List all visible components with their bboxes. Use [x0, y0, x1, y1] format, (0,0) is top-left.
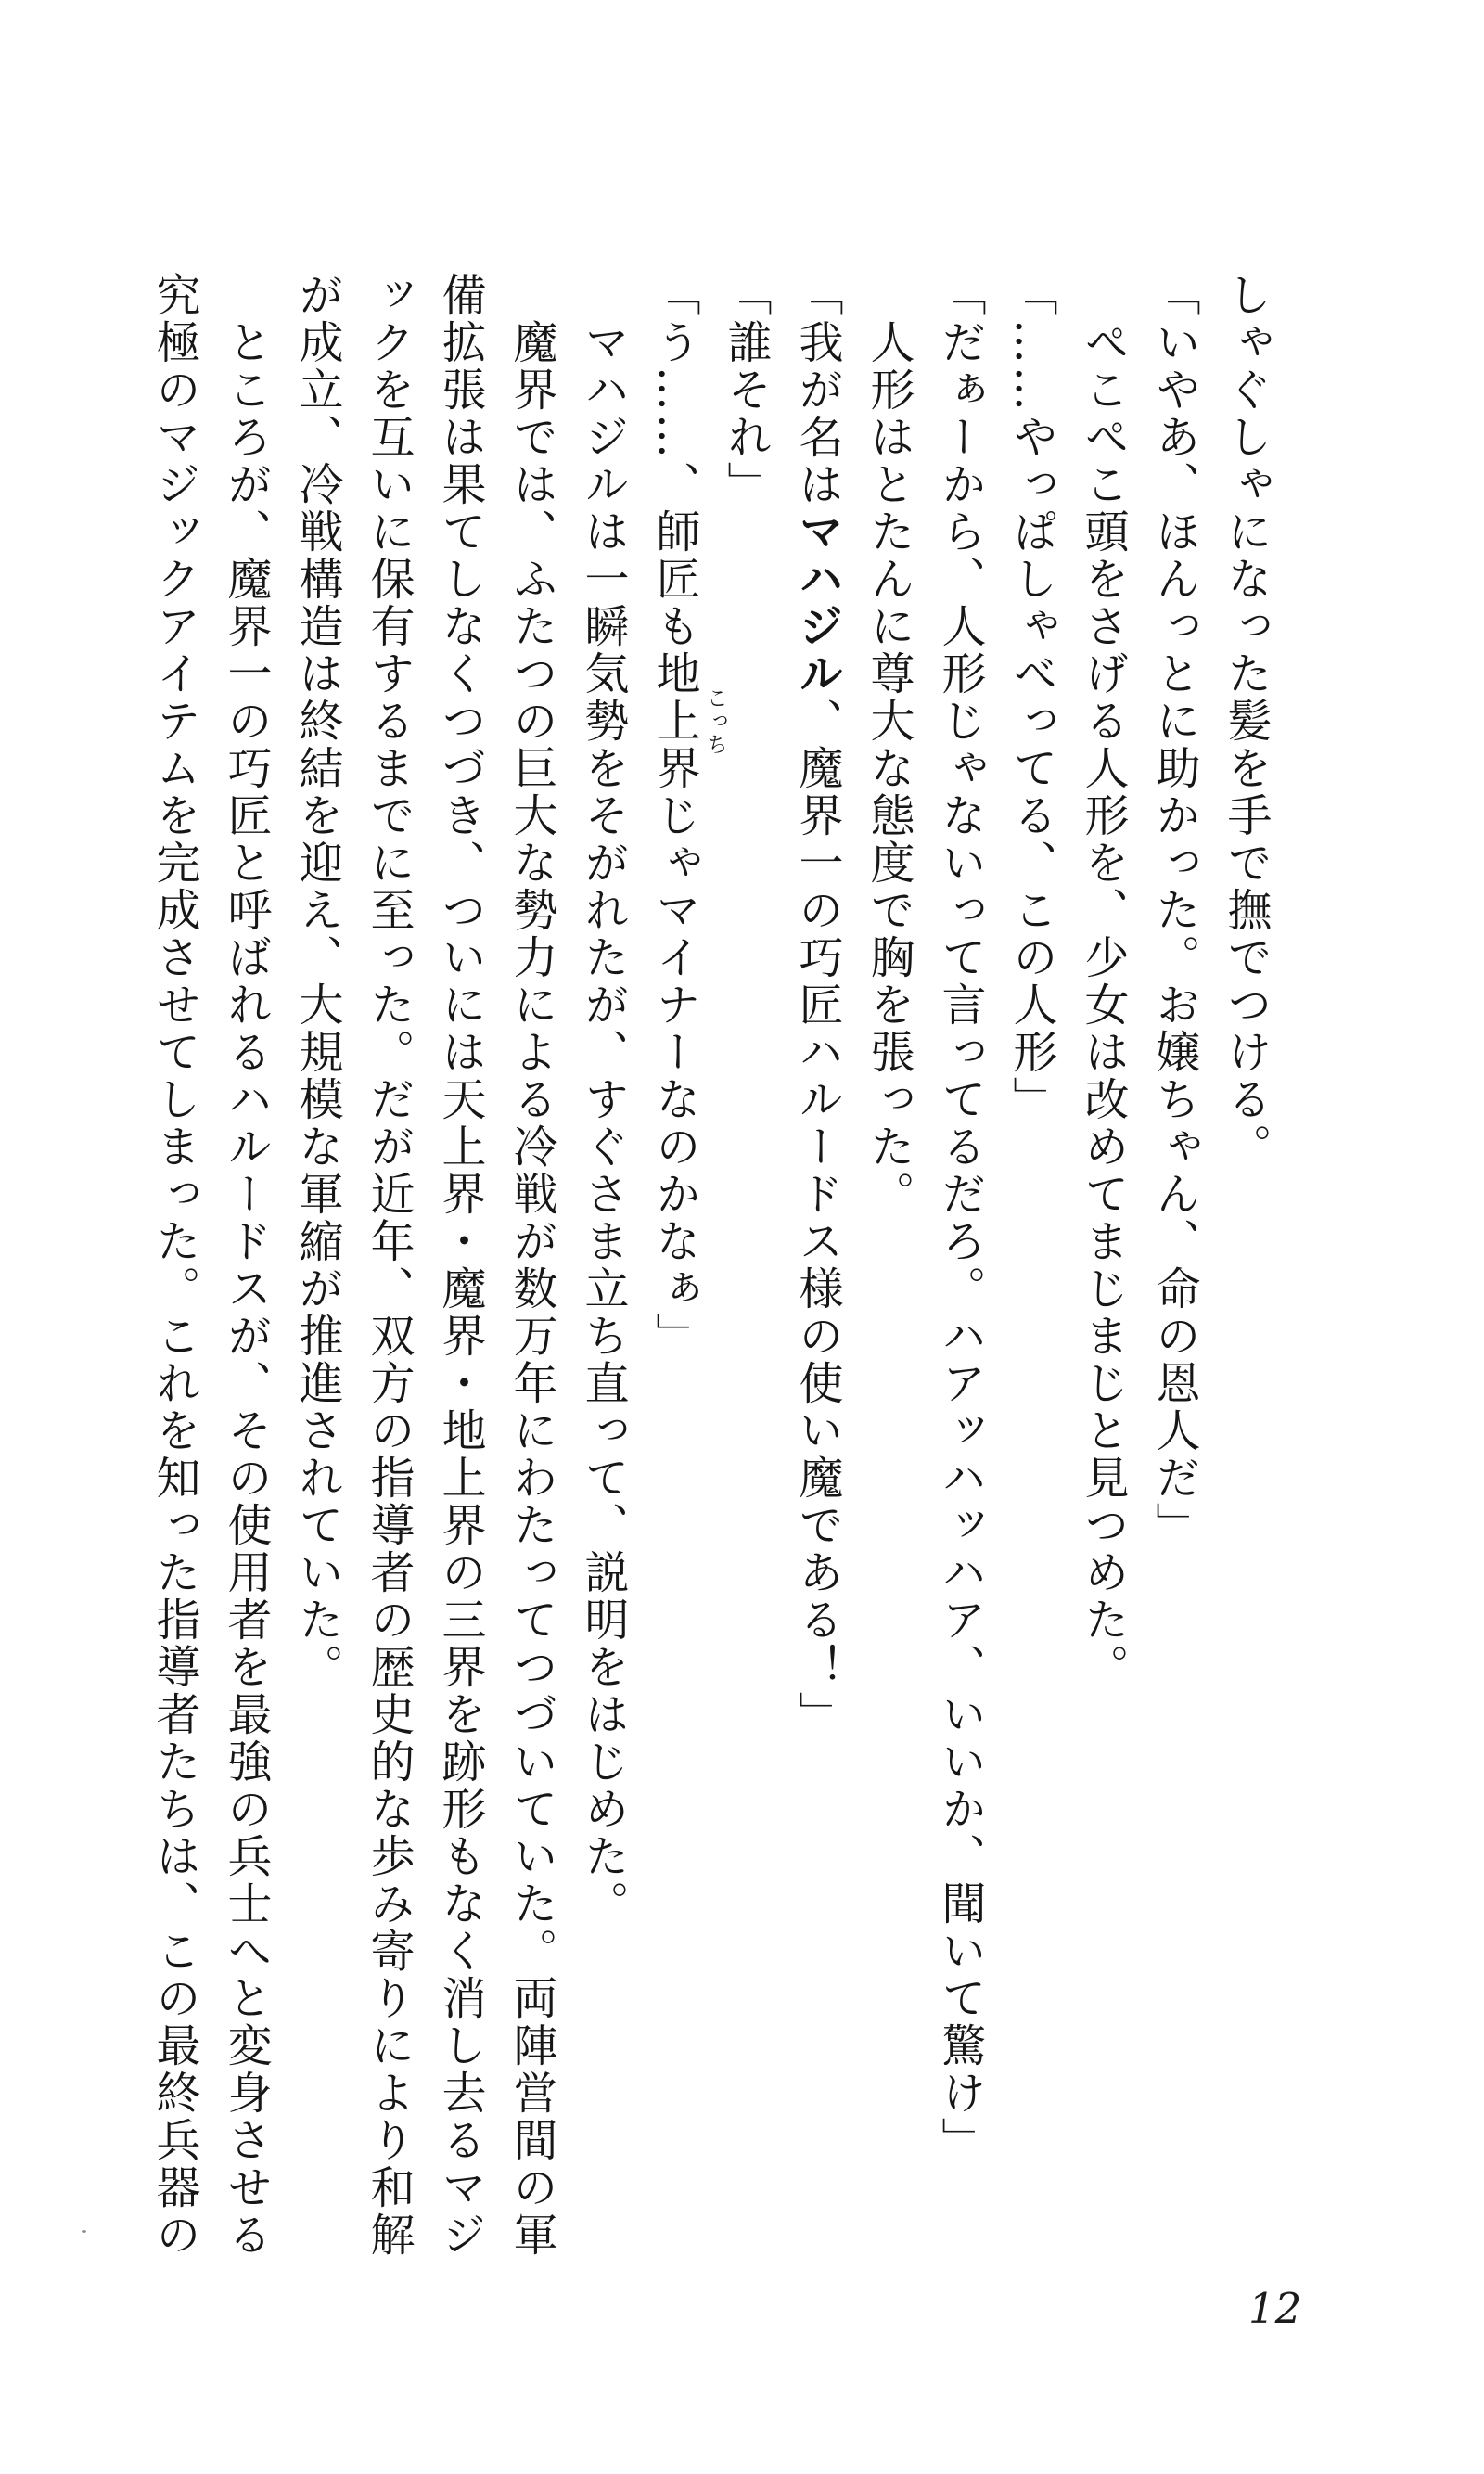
text-column-15: ところが、魔界一の巧匠と呼ばれるハルードスが、その使用者を最強の兵士へと変身させる: [220, 319, 272, 2259]
furigana-base: 地上界 こっち: [648, 650, 727, 792]
page-number: 12: [1248, 2284, 1302, 2333]
text-column-14: が成立、冷戦構造は終結を迎え、大規模な軍縮が推進されていた。: [291, 272, 343, 1691]
text-column-3: ぺこぺこ頭をさげる人形を、少女は改めてまじまじと見つめた。: [1077, 319, 1129, 1691]
text-column-2: 「いやあ、ほんっとに助かった。お嬢ちゃん、命の恩人だ」: [1148, 272, 1200, 1549]
text-column-7: 「我が名はマハジル、魔界一の巧匠ハルードス様の使い魔である！」: [791, 272, 843, 1738]
text-column-11: 魔界では、ふたつの巨大な勢力による冷戦が数万年にわたってつづいていた。両陣営間の軍: [505, 319, 557, 2259]
text-column-6: 人形はとたんに尊大な態度で胸を張った。: [863, 319, 915, 1218]
text-column-9: 「う……、師匠も地上界 こっち じゃマイナーなのかなぁ」: [648, 272, 727, 1360]
text-column-8: 「誰それ」: [720, 272, 772, 508]
scan-speck: [82, 2230, 86, 2233]
text-column-1: しゃぐしゃになった髪を手で撫でつける。: [1220, 272, 1272, 1171]
text-block: [138, 272, 1281, 2259]
furigana-text: こっち: [703, 686, 727, 756]
text-column-12: 備拡張は果てしなくつづき、ついには天上界・魔界・地上界の三界を跡形もなく消し去るマジ: [434, 272, 486, 2259]
text-column-13: ックを互いに保有するまでに至った。だが近年、双方の指導者の歴史的な歩み寄りにより和解: [363, 272, 415, 2259]
text-column-16: 究極のマジックアイテムを完成させてしまった。これを知った指導者たちは、この最終兵器の: [148, 272, 200, 2259]
text-column-10: マハジルは一瞬気勢をそがれたが、すぐさま立ち直って、説明をはじめた。: [577, 319, 629, 1928]
text-column-4: 「……やっぱしゃべってる、この人形」: [1005, 272, 1057, 1123]
text-column-5: 「だぁーから、人形じゃないって言ってるだろ。ハアッハッハア、いいか、聞いて驚け」: [934, 272, 986, 2164]
emphasized-name: マハジル: [791, 508, 843, 698]
